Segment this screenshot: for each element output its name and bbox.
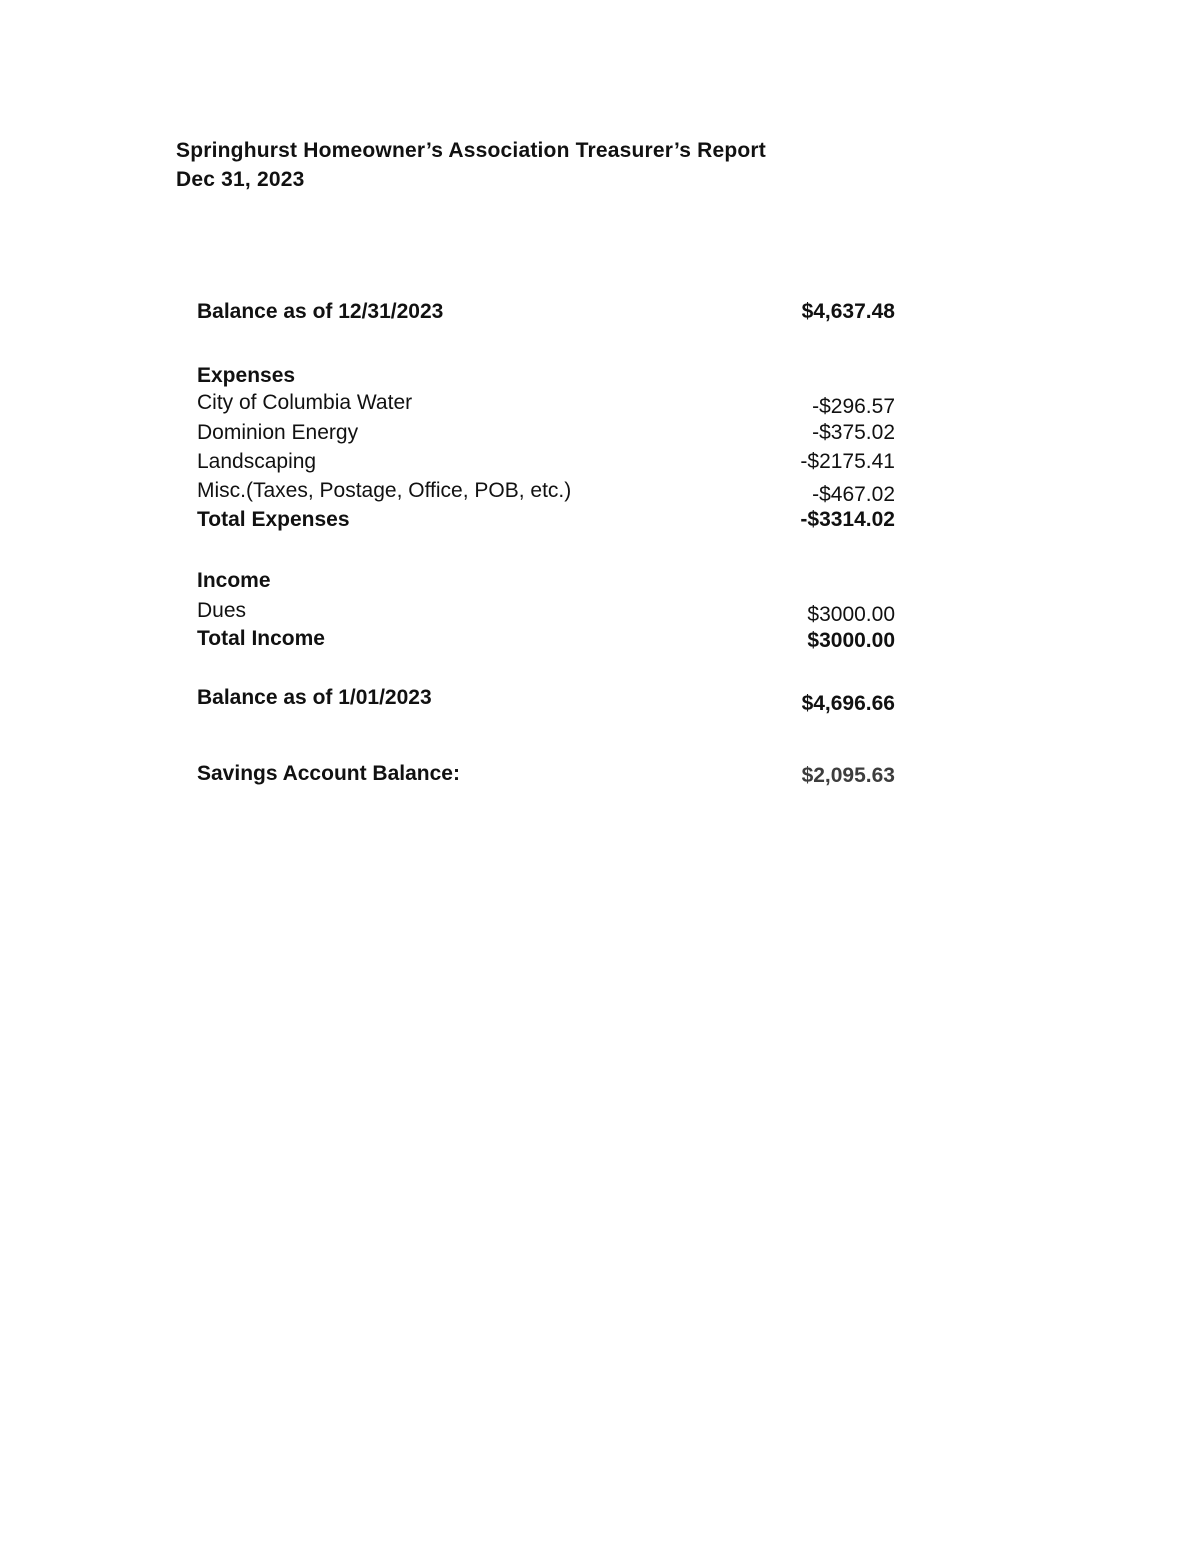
expenses-section-heading — [197, 361, 895, 390]
document-title-line-2: Dec 31, 2023 — [176, 168, 305, 191]
income-section-heading — [197, 566, 895, 595]
income-value: $3000.00 — [807, 603, 895, 626]
ending-balance-row — [197, 297, 895, 326]
expense-value: -$467.02 — [812, 483, 895, 506]
total-expenses-label: Total Expenses — [197, 508, 350, 531]
starting-balance-value: $4,696.66 — [801, 692, 895, 715]
expense-value: -$375.02 — [812, 421, 895, 444]
savings-balance-value: $2,095.63 — [801, 764, 895, 787]
document-title-line-1: Springhurst Homeowner’s Association Treasurer’s Report — [176, 139, 766, 162]
income-label: Dues — [197, 599, 247, 622]
starting-balance-label: Balance as of 1/01/2023 — [197, 686, 432, 709]
total-income-label: Total Income — [197, 627, 325, 650]
savings-balance-row — [197, 759, 895, 788]
expense-value: -$296.57 — [812, 395, 895, 418]
income-row-dues — [197, 596, 895, 625]
expense-row-water — [197, 388, 895, 417]
total-income-value: $3000.00 — [807, 629, 895, 652]
expense-row-misc — [197, 476, 895, 505]
expenses-heading-label: Expenses — [197, 364, 296, 387]
expense-row-landscaping — [197, 447, 895, 476]
total-income-row — [197, 624, 895, 653]
expense-label: City of Columbia Water — [197, 391, 413, 414]
document-title — [176, 136, 766, 194]
ending-balance-label: Balance as of 12/31/2023 — [197, 300, 444, 323]
income-heading-label: Income — [197, 569, 271, 592]
expense-label: Dominion Energy — [197, 421, 359, 444]
expense-row-energy — [197, 418, 895, 447]
expense-label: Landscaping — [197, 450, 317, 473]
total-expenses-row — [197, 505, 895, 534]
ending-balance-value: $4,637.48 — [801, 300, 895, 323]
total-expenses-value: -$3314.02 — [800, 508, 895, 531]
expense-label: Misc.(Taxes, Postage, Office, POB, etc.) — [197, 479, 572, 502]
starting-balance-row — [197, 683, 895, 715]
expense-value: -$2175.41 — [800, 450, 895, 473]
savings-balance-label: Savings Account Balance: — [197, 762, 460, 785]
